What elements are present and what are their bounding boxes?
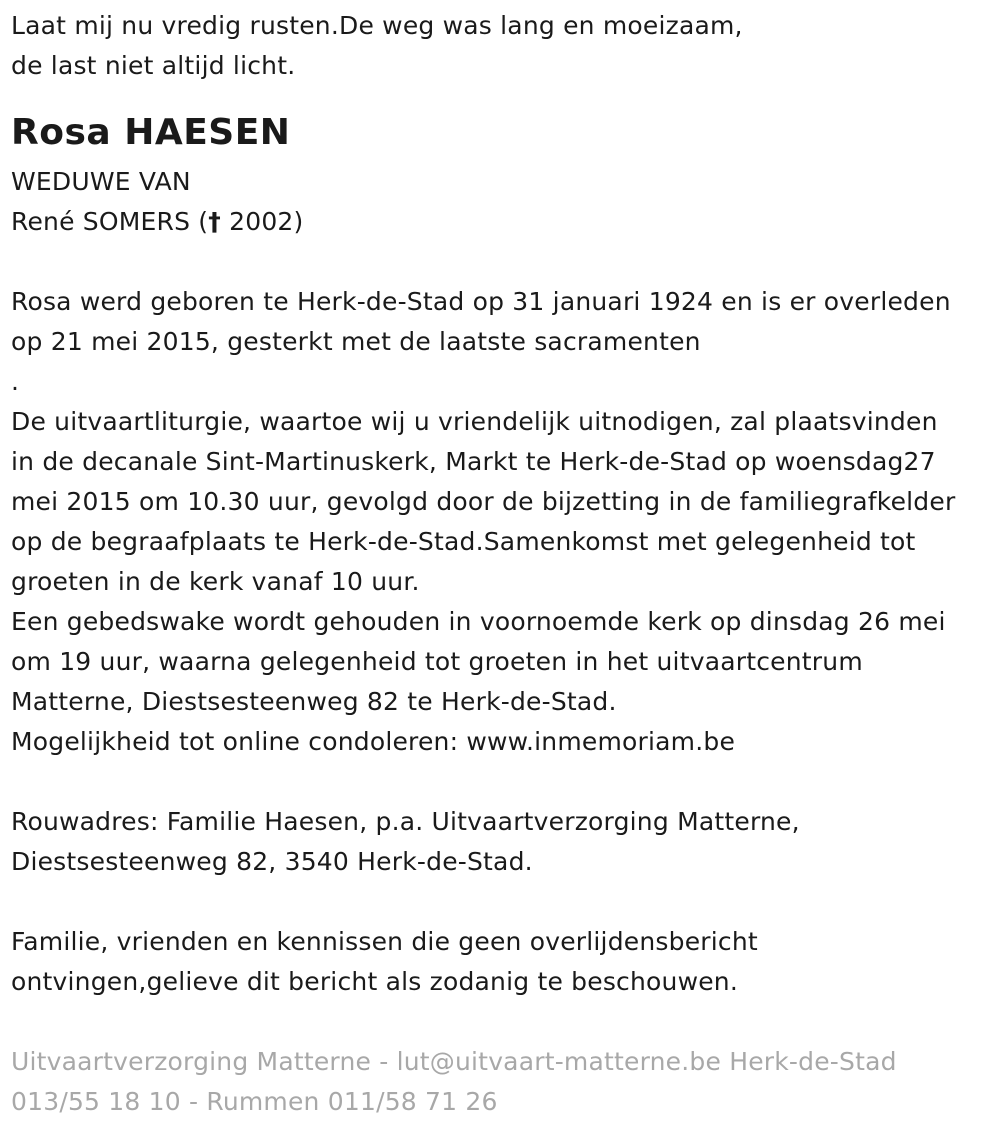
spacer: [11, 242, 996, 282]
paragraph-line: om 19 uur, waarna gelegenheid tot groeten in het uitvaartcentrum: [11, 647, 863, 676]
notice-paragraph: [11, 922, 996, 1002]
footer-line: 013/55 18 10 - Rummen 011/58 71 26: [11, 1087, 498, 1116]
paragraph-line: mei 2015 om 10.30 uur, gevolgd door de bijzetting in de familiegrafkelder: [11, 487, 956, 516]
funeral-paragraph: [11, 402, 996, 762]
poem: [11, 6, 996, 86]
paragraph-line: groeten in de kerk vanaf 10 uur.: [11, 567, 420, 596]
paragraph-line: Familie, vrienden en kennissen die geen overlijdensbericht: [11, 927, 758, 956]
paragraph-line: op de begraafplaats te Herk-de-Stad.Samenkomst met gelegenheid tot: [11, 527, 916, 556]
widow-status: WEDUWE VAN: [11, 167, 191, 196]
footer-line: Uitvaartverzorging Matterne - lut@uitvaart-matterne.be Herk-de-Stad: [11, 1047, 897, 1076]
paragraph-line: Rouwadres: Familie Haesen, p.a. Uitvaartverzorging Matterne,: [11, 807, 800, 836]
paragraph-line: op 21 mei 2015, gesterkt met de laatste sacramenten: [11, 327, 701, 356]
poem-line: Laat mij nu vredig rusten.De weg was lang en moeizaam,: [11, 11, 743, 40]
paragraph-line: ontvingen,gelieve dit bericht als zodanig te beschouwen.: [11, 967, 738, 996]
paragraph-line: Rosa werd geboren te Herk-de-Stad op 31 januari 1924 en is er overleden: [11, 287, 951, 316]
cross-icon: †: [208, 207, 221, 236]
paragraph-line: Diestsesteenweg 82, 3540 Herk-de-Stad.: [11, 847, 533, 876]
spouse-name: René SOMERS (: [11, 207, 209, 236]
spacer: [11, 86, 996, 108]
spouse-line: [11, 202, 996, 242]
spacer: [11, 762, 996, 802]
deceased-name: Rosa HAESEN: [11, 112, 291, 153]
paragraph-line: .: [11, 367, 20, 396]
birth-death-paragraph: [11, 282, 996, 402]
spouse-death-year: 2002): [220, 207, 304, 236]
condolence-line: Mogelijkheid tot online condoleren: www.inmemoriam.be: [11, 727, 736, 756]
paragraph-line: Een gebedswake wordt gehouden in voornoemde kerk op dinsdag 26 mei: [11, 607, 946, 636]
paragraph-line: in de decanale Sint-Martinuskerk, Markt te Herk-de-Stad op woensdag27: [11, 447, 936, 476]
obituary-document: [11, 6, 996, 1122]
mourning-address: [11, 802, 996, 882]
paragraph-line: De uitvaartliturgie, waartoe wij u vriendelijk uitnodigen, zal plaatsvinden: [11, 407, 938, 436]
paragraph-line: Matterne, Diestsesteenweg 82 te Herk-de-Stad.: [11, 687, 617, 716]
funeral-home-footer: [11, 1042, 996, 1122]
spacer: [11, 1002, 996, 1042]
spacer: [11, 882, 996, 922]
poem-line: de last niet altijd licht.: [11, 51, 296, 80]
